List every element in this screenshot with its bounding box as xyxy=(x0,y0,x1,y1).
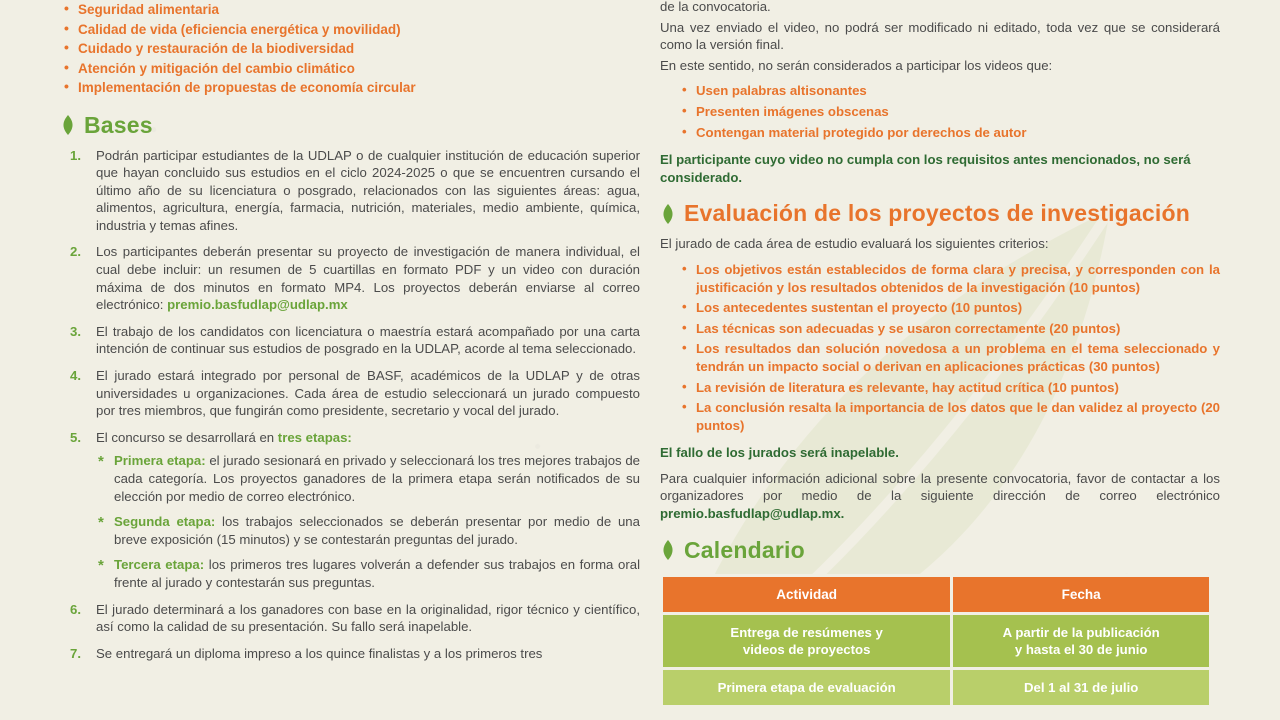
list-item xyxy=(60,645,640,663)
table-row xyxy=(662,668,1211,706)
contact-text: Para cualquier información adicional sobre la presente convocatoria, favor de contactar a los organizadores por medio de la siguiente dirección de correo electrónico xyxy=(660,470,1220,504)
cell-date-1 xyxy=(952,613,1211,668)
intro-fragment: de la convocatoria. xyxy=(660,0,771,14)
list-item: • Implementación de propuestas de economía circular xyxy=(60,78,640,98)
table-header-row xyxy=(662,575,1211,613)
list-item xyxy=(96,556,640,591)
right-column xyxy=(660,0,1220,708)
cell-activity-1-line1: Entrega de resúmenes y xyxy=(730,624,883,640)
page-title: Bases xyxy=(84,111,153,138)
section-heading-calendar xyxy=(660,537,1220,564)
cell-activity-1 xyxy=(662,613,952,668)
left-column xyxy=(60,0,640,671)
list-item: • Seguridad alimentaria xyxy=(60,0,640,20)
list-item: • Atención y mitigación del cambio climático xyxy=(60,59,640,79)
base-text-6: El jurado determinará a los ganadores con base en la originalidad, rigor técnico y científico, así como la calidad de su presentación. Su fallo será inapelable. xyxy=(96,601,640,635)
video-paragraph-1: Una vez enviado el video, no podrá ser modificado ni editado, toda vez que se considerará como la versión final. xyxy=(660,19,1220,53)
section-heading-evaluation xyxy=(660,200,1220,227)
evaluation-intro: El jurado de cada área de estudio evaluará los siguientes criterios: xyxy=(660,236,1049,252)
stage-text-3: los primeros tres lugares volverán a defender sus trabajos en forma oral frente al jurado y contestarán sus preguntas. xyxy=(114,557,640,590)
list-item: • Usen palabras altisonantes xyxy=(682,82,1220,100)
email-link-contact[interactable]: premio.basfudlap@udlap.mx. xyxy=(660,506,845,522)
list-item: • Cuidado y restauración de la biodiversidad xyxy=(60,39,640,59)
column-header-date: Fecha xyxy=(952,575,1211,613)
cell-date-1-line1: A partir de la publicación xyxy=(1002,624,1160,640)
list-item xyxy=(60,367,640,420)
list-item: • Presenten imágenes obscenas xyxy=(682,103,1220,121)
stages-highlight: tres etapas: xyxy=(277,429,352,445)
list-item xyxy=(60,601,640,636)
list-item: • La revisión de literatura es relevante, hay actitud crítica (10 puntos) xyxy=(682,379,1220,397)
list-item: • Los resultados dan solución novedosa a un problema en el tema seleccionado y tendrán un impacto social o derivan en aplicaciones prácticas (30 puntos) xyxy=(682,340,1220,375)
video-restrictions-list xyxy=(660,82,1220,141)
list-item: • Las técnicas son adecuadas y se usaron correctamente (20 puntos) xyxy=(682,320,1220,338)
stage-label-2: Segunda etapa: xyxy=(114,514,216,530)
base-text-3: El trabajo de los candidatos con licenciatura o maestría estará acompañado por una carta intención de continuar sus estudios de posgrado en la UDLAP, acorde al tema seleccionado. xyxy=(96,323,640,357)
base-text-7: Se entregará un diploma impreso a los quince finalistas y a los primeros tres xyxy=(96,645,543,661)
video-paragraph-2: En este sentido, no serán considerados a participar los videos que: xyxy=(660,57,1053,73)
list-item xyxy=(60,429,640,592)
list-item: • Los objetivos están establecidos de forma clara y precisa, y corresponden con la justificación y los resultados obtenidos de la investigación (10 puntos) xyxy=(682,261,1220,296)
column-header-activity: Actividad xyxy=(662,575,952,613)
leaf-icon xyxy=(60,115,76,135)
contact-paragraph xyxy=(660,470,1220,523)
list-item xyxy=(60,243,640,313)
table-row xyxy=(662,613,1211,668)
list-item: • Calidad de vida (eficiencia energética y movilidad) xyxy=(60,20,640,40)
warning-note: El participante cuyo video no cumpla con los requisitos antes mencionados, no será considerado. xyxy=(660,152,1191,185)
list-item xyxy=(96,452,640,505)
list-item xyxy=(96,513,640,548)
list-item: • La conclusión resalta la importancia de los datos que le dan validez al proyecto (20 puntos) xyxy=(682,399,1220,434)
base-text-4: El jurado estará integrado por personal de BASF, académicos de la UDLAP y de otras universidades u organizaciones. Cada área de estudio seleccionará un jurado compuesto por tres miembros, que fungirán como presidente, secretario y vocal del jurado. xyxy=(96,368,640,419)
stages-list xyxy=(96,452,640,591)
jury-decision-note: El fallo de los jurados será inapelable. xyxy=(660,445,899,461)
leaf-icon xyxy=(660,540,676,560)
stage-label-3: Tercera etapa: xyxy=(114,557,205,573)
base-text-2: Los participantes deberán presentar su proyecto de investigación de manera individual, el cual debe incluir: un resumen de 5 cuartillas en formato PDF y un video con duración máxima de dos minutos en formato MP4. Los proyectos deberán enviarse al correo electrónico: xyxy=(96,244,640,313)
criteria-list xyxy=(660,261,1220,434)
base-text-5: El concurso se desarrollará en xyxy=(96,429,278,445)
cell-date-2: Del 1 al 31 de julio xyxy=(952,668,1211,706)
leaf-icon xyxy=(660,204,676,224)
stage-label-1: Primera etapa: xyxy=(114,453,206,469)
topics-list xyxy=(60,0,640,98)
base-text-1: Podrán participar estudiantes de la UDLAP o de cualquier institución de educación superior que hayan concluido sus estudios en el ciclo 2024-2025 o que se encuentren cursando el último año de su licenciatura o posgrado, relacionados con las siguientes áreas: agua, alimentos, agricultura, energía, farmacia, nutrición, materiales, medio ambiente, química, industria y temas afines. xyxy=(96,147,640,233)
cell-date-1-line2: y hasta el 30 de junio xyxy=(1014,641,1148,657)
evaluation-title: Evaluación de los proyectos de investigación xyxy=(684,200,1191,227)
stage-text-2: los trabajos seleccionados se deberán presentar por medio de una breve exposición (15 minutos) y se contestarán preguntas del jurado. xyxy=(114,514,640,547)
bases-list xyxy=(60,147,640,663)
calendar-table xyxy=(660,574,1212,708)
cell-activity-1-line2: videos de proyectos xyxy=(742,641,871,657)
list-item: • Contengan material protegido por derechos de autor xyxy=(682,124,1220,142)
email-link-submissions[interactable]: premio.basfudlap@udlap.mx xyxy=(167,297,348,313)
list-item xyxy=(60,147,640,235)
list-item xyxy=(60,323,640,358)
stage-text-1: el jurado sesionará en privado y seleccionará los tres mejores trabajos de cada categoría. Los proyectos ganadores de la primera etapa serán notificados de su elección por medio de correo electrónico. xyxy=(114,453,640,504)
section-heading-bases xyxy=(60,112,640,139)
calendar-title: Calendario xyxy=(684,536,805,563)
list-item: • Los antecedentes sustentan el proyecto (10 puntos) xyxy=(682,299,1220,317)
cell-activity-2: Primera etapa de evaluación xyxy=(662,668,952,706)
